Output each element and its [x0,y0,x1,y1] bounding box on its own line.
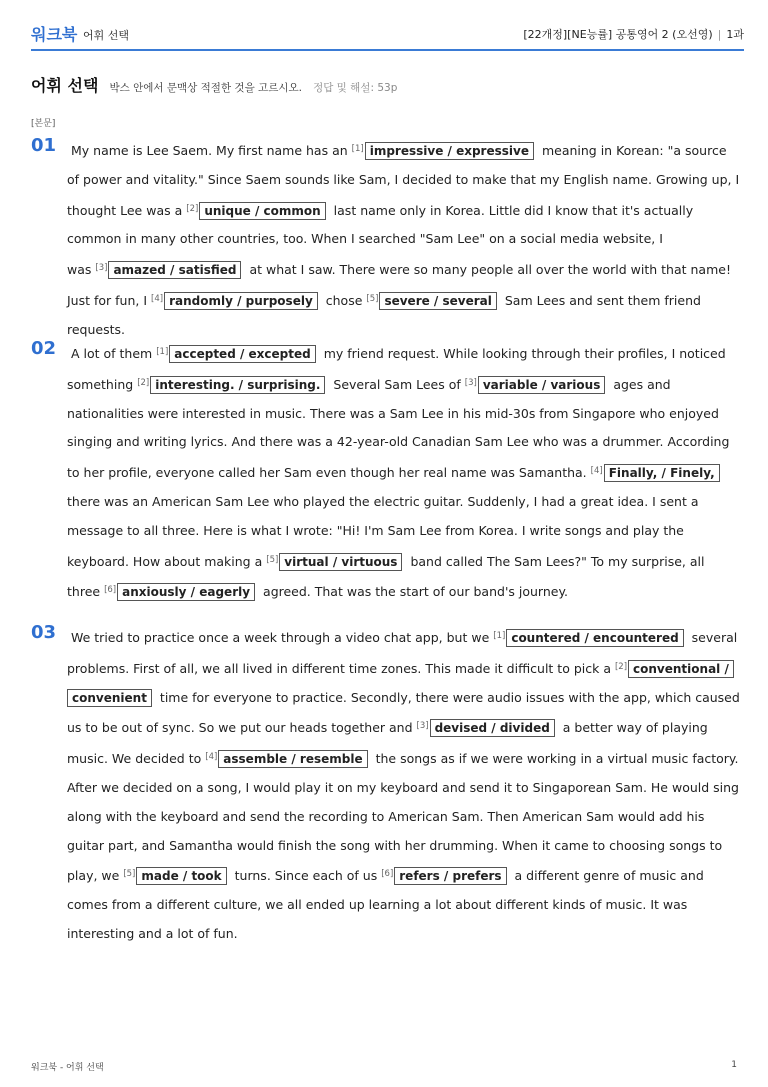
choice-box[interactable]: countered / encountered [506,629,683,647]
page-footer [31,1060,737,1073]
header-subtitle: 어휘 선택 [83,29,130,42]
blank-ref: [6] [381,869,394,880]
blank-ref: [1] [493,631,506,641]
choice-box[interactable]: refers / prefers [394,867,506,885]
blank-ref: [3] [416,721,429,732]
page-header [31,19,744,51]
blank-ref: [1] [351,144,364,154]
blank-ref: [2] [186,203,199,214]
choice-box[interactable]: made / took [136,867,226,885]
text-segment: A lot of them [70,346,153,361]
text-segment: there was an American Sam Lee who played the electric guitar. Suddenly, I had a great idea. I sent a message to all three. Here is what I wrote: "Hi! I'm Sam Lee from Korea. I write songs and play the keyboard. How about making a [67,493,699,569]
passage-number: 02 [31,338,57,359]
passage-03 [31,622,740,949]
passage-01 [31,135,740,345]
text-segment: a better way of playing music. We decided to [67,720,708,767]
text-segment: band called The Sam Lees?" To my surprise, all three [67,553,705,600]
blank-ref: [5] [123,869,136,880]
blank-ref: [5] [266,554,279,565]
passage-02 [31,338,740,607]
text-segment: the songs as if we were working in a virtual music factory. After we decided on a song, I would play it on my keyboard and send it to Singaporean Sam. He would sing along with the keyboard and send the recording to American Sam. Then American Sam would add his guitar part, and Samantha would finish the song with her drumming. When it came to choosing songs to play, we [67,751,739,884]
text-segment: meaning in Korean: "a source of power and vitality." Since Saem sounds like Sam, I decided to make that my English name. Growing up, I thought Lee was a [67,143,740,218]
choice-box[interactable]: amazed / satisfied [108,261,241,279]
choice-box[interactable]: devised / divided [430,719,555,737]
text-segment: turns. Since each of us [234,868,378,884]
choice-box[interactable]: accepted / excepted [169,345,315,363]
title-row [31,73,397,96]
header-book-info [523,26,744,42]
text-segment: Several Sam Lees of [333,376,461,392]
blank-ref: [2] [614,661,628,672]
book-title: [22개정][NE능률] 공통영어 2 (오선영) [523,28,713,41]
blank-ref: [1] [156,347,169,357]
choice-box[interactable]: variable / various [478,376,606,394]
text-segment: at what I saw. There were so many people all over the world with that name! Just for fun, I [67,262,731,308]
text-segment: chose [325,292,363,308]
passage-text [67,135,740,345]
blank-ref: [5] [366,293,379,304]
brand-logo: 워크북 [31,25,78,44]
choice-box[interactable]: impressive / expressive [365,142,534,160]
choice-box[interactable]: severe / several [379,292,496,310]
choice-box[interactable]: virtual / virtuous [279,553,402,571]
page-title: 어휘 선택 [31,76,99,95]
passage-text [67,622,740,949]
blank-ref: [3] [95,263,108,274]
text-segment: a different genre of music and comes from a different culture, we all ended up learning a lot about different kinds of music. It was interesting and a lot of fun. [67,868,704,941]
choice-box[interactable]: Finally, / Finely, [604,464,720,482]
header-separator: | [717,28,722,41]
choice-box[interactable]: randomly / purposely [164,292,318,310]
passage-text [67,338,740,607]
text-segment: last name only in Korea. Little did I know that it's actually common in many other countries, too. When I searched "Sam Lee" on a social media website, I was [67,202,694,278]
text-segment: Sam Lees and sent them friend requests. [67,292,701,337]
answer-reference: 정답 및 해설: 53p [313,82,398,94]
text-segment: My name is Lee Saem. My first name has an [70,143,348,158]
text-segment: We tried to practice once a week through a video chat app, but we [70,630,490,645]
text-segment: ages and nationalities were interested in music. There was a Sam Lee in his mid-30s from Singapore who enjoyed singing and writing lyrics. And there was a 42-year-old Canadian Sam Lee who was a drummer. According to her profile, everyone called her Sam even though her real name was Samantha. [67,376,730,481]
blank-ref: [6] [104,585,117,596]
choice-box[interactable]: unique / common [199,202,325,220]
text-segment: my friend request. While looking through their profiles, I noticed something [67,346,726,392]
text-segment: several problems. First of all, we all lived in different time zones. This made it difficult to pick a [67,630,738,676]
passage-number: 01 [31,135,57,156]
choice-box[interactable]: conventional / convenient [67,660,734,707]
blank-ref: [3] [464,377,477,388]
blank-ref: [4] [205,752,218,763]
text-segment: time for everyone to practice. Secondly, there were audio issues with the app, which caused us to be out of sync. So we put our heads together and [67,689,740,736]
blank-ref: [4] [590,466,603,477]
choice-box[interactable]: assemble / resemble [218,750,367,768]
section-label: [본문] [31,119,56,129]
passage-number: 03 [31,622,57,643]
footer-title: 워크북 - 어휘 선택 [31,1063,104,1073]
text-segment: agreed. That was the start of our band's journey. [263,584,569,600]
choice-box[interactable]: anxiously / eagerly [117,583,255,601]
choice-box[interactable]: interesting. / surprising. [150,376,325,394]
lesson-number: 1과 [726,28,744,41]
instruction: 박스 안에서 문맥상 적절한 것을 고르시오. [109,82,302,94]
page-number: 1 [731,1060,737,1070]
blank-ref: [4] [151,293,164,304]
blank-ref: [2] [137,377,150,388]
